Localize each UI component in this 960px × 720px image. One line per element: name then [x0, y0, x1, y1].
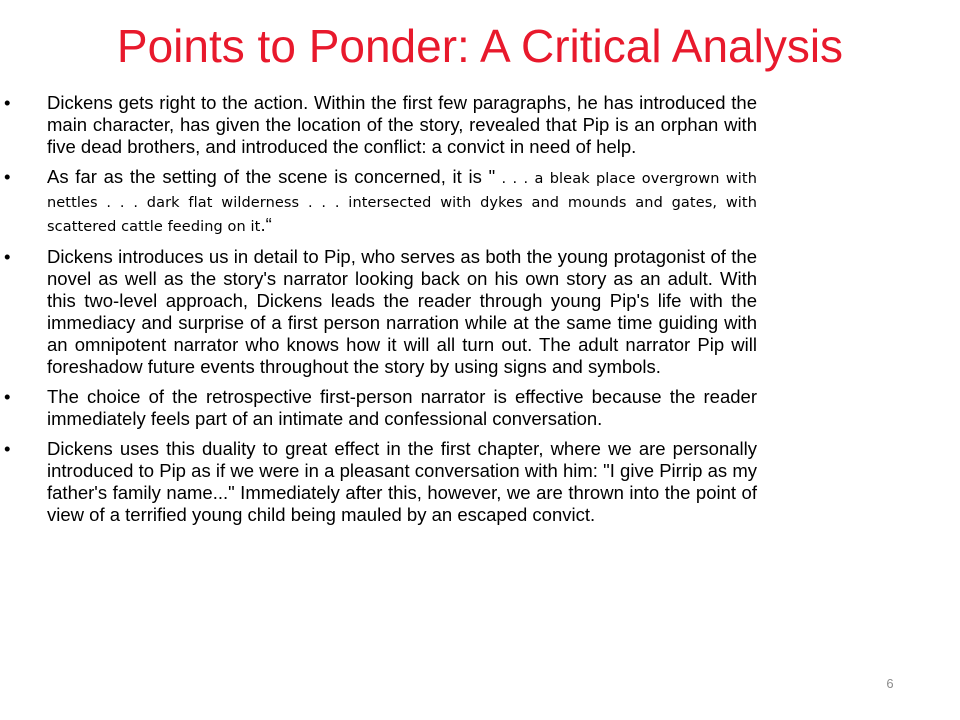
bullet-dot: • — [4, 438, 11, 459]
bullet-list — [0, 92, 960, 534]
bullet-item-1 — [0, 92, 757, 158]
bullet-dot: • — [4, 386, 11, 407]
bullet-quote: . . . a bleak place overgrown with nettles . . . dark flat wilderness . . . intersected with dykes and mounds and gates, with scattered cattle feeding on it — [47, 171, 757, 235]
bullet-text: Dickens introduces us in detail to Pip, who serves as both the young protagonist of the novel as well as the story's narrator looking back on his own story as an adult. With this two-level approach, Dickens leads the reader through young Pip's life with the immediacy and surprise of a first person narration while at the same time guiding with an omnipotent narrator who knows how it will all turn out. The adult narrator Pip will foreshadow future events throughout the story by using signs and symbols. — [47, 246, 757, 377]
bullet-text: Dickens uses this duality to great effect in the first chapter, where we are personally introduced to Pip as if we were in a pleasant conversation with him: "I give Pirrip as my father's family name..." Immediately after this, however, we are thrown into the point of view of a terrified young child being mauled by an escaped convict. — [47, 438, 757, 525]
bullet-text: Dickens gets right to the action. Within the first few paragraphs, he has introduced the main character, has given the location of the story, revealed that Pip is an orphan with five dead brothers, and introduced the conflict: a convict in need of help. — [47, 92, 757, 157]
bullet-dot: • — [4, 166, 11, 187]
page-number: 6 — [886, 676, 894, 691]
slide-title: Points to Ponder: A Critical Analysis — [116, 20, 844, 72]
bullet-text-lead: As far as the setting of the scene is concerned, it is " — [47, 166, 496, 187]
bullet-item-3 — [0, 246, 757, 378]
bullet-item-2 — [0, 166, 757, 238]
bullet-text: The choice of the retrospective first-person narrator is effective because the reader immediately feels part of an intimate and confessional conversation. — [47, 386, 757, 429]
bullet-dot: • — [4, 246, 11, 267]
bullet-text-tail: .“ — [260, 214, 272, 235]
bullet-item-4 — [0, 386, 757, 430]
bullet-item-5 — [0, 438, 757, 526]
bullet-dot: • — [4, 92, 11, 113]
